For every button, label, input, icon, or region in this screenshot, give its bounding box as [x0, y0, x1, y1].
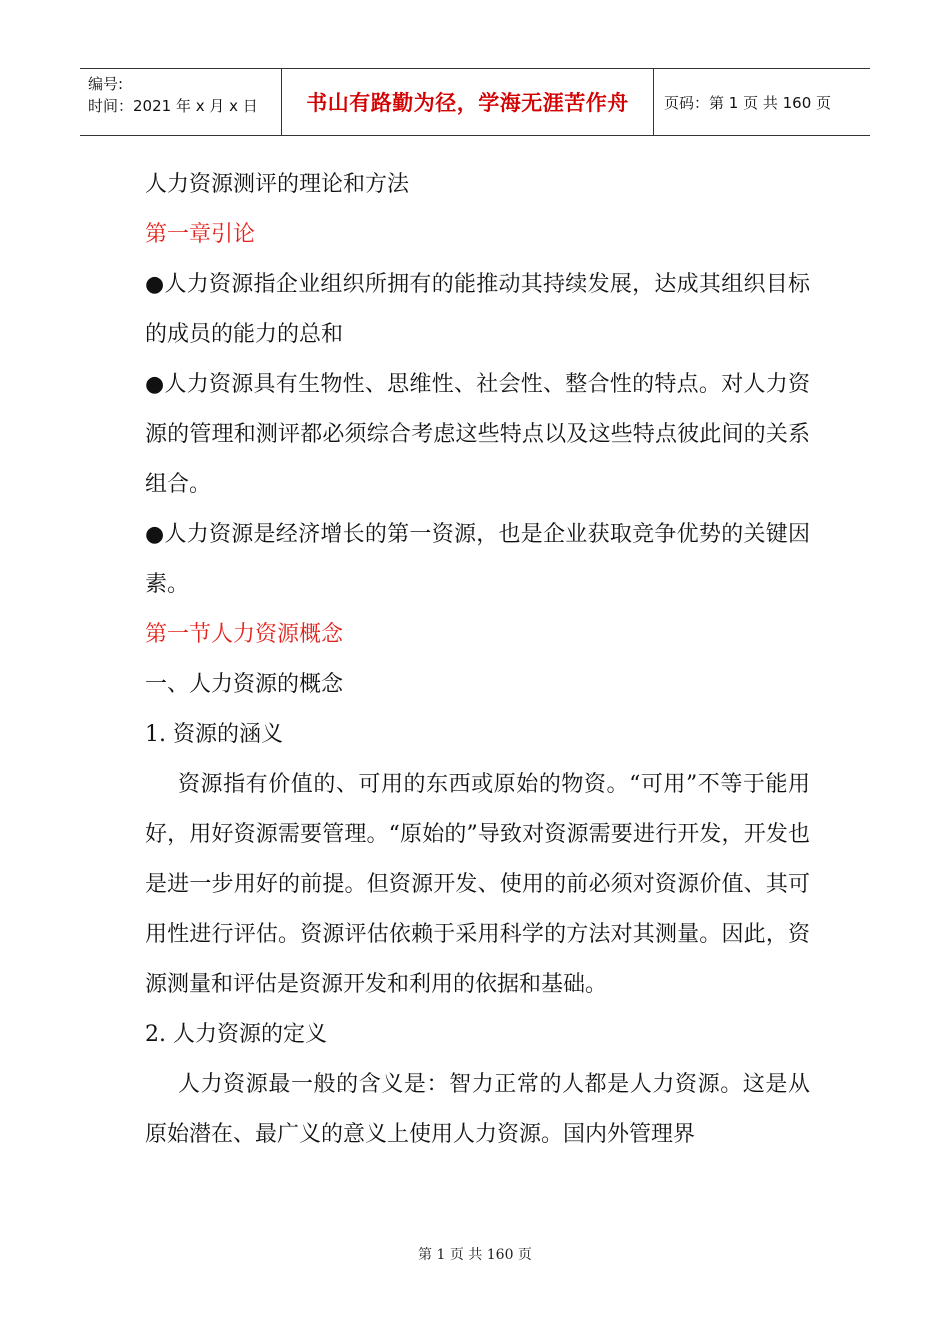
bullet-paragraph: ●人力资源指企业组织所拥有的能推动其持续发展，达成其组织目标的成员的能力的总和 [145, 272, 810, 347]
header-meta [80, 69, 282, 135]
doc-time-label: 时间：2021 年 x 月 x 日 [88, 97, 258, 115]
section-heading: 第一节人力资源概念 [145, 622, 344, 647]
subsection-heading: 一、人力资源的概念 [145, 672, 344, 697]
header-motto: 书山有路勤为径，学海无涯苦作舟 [306, 91, 629, 115]
body-paragraph: 资源指有价值的、可用的东西或原始的物资。“可用”不等于能用好，用好资源需要管理。“原始的”导致对资源需要进行开发，开发也是进一步用好的前提。但资源开发、使用的前必须对资源价值、其可用性进行评估。资源评估依赖于采用科学的方法对其测量。因此，资源测量和评估是资源开发和利用的依据和基础。 [145, 772, 810, 997]
bullet-paragraph: ●人力资源具有生物性、思维性、社会性、整合性的特点。对人力资源的管理和测评都必须综合考虑这些特点以及这些特点彼此间的关系组合。 [145, 372, 810, 497]
header-motto-cell [282, 69, 654, 135]
page-footer: 第 1 页 共 160 页 [418, 1247, 532, 1263]
doc-code-label: 编号: [88, 75, 124, 93]
bullet-paragraph: ●人力资源是经济增长的第一资源，也是企业获取竞争优势的关键因素。 [145, 522, 810, 597]
subsection-heading: 2. 人力资源的定义 [145, 1022, 327, 1047]
document-body [145, 160, 810, 1160]
subsection-heading: 1. 资源的涵义 [145, 722, 283, 747]
body-paragraph: 人力资源最一般的含义是：智力正常的人都是人力资源。这是从原始潜在、最广义的意义上使用人力资源。国内外管理界 [145, 1072, 810, 1147]
page-header [80, 68, 870, 136]
chapter-heading: 第一章引论 [145, 222, 256, 247]
header-page-info: 页码：第 1 页 共 160 页 [664, 93, 832, 112]
document-title: 人力资源测评的理论和方法 [145, 172, 410, 197]
